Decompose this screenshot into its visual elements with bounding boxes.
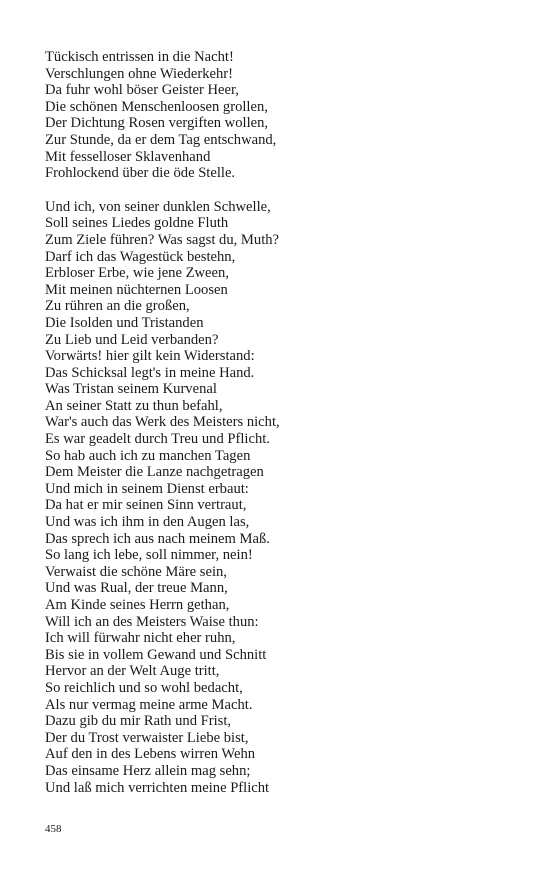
poem-line: Mit fesselloser Sklavenhand [45,148,211,165]
poem-line: Soll seines Liedes goldne Fluth [45,215,229,232]
poem-line: Da fuhr wohl böser Geister Heer, [45,82,239,99]
poem-line: Zu Lieb und Leid verbanden? [45,331,219,348]
poem-line: Das einsame Herz allein mag sehn; [45,762,251,779]
poem-line: Dem Meister die Lanze nachgetragen [45,464,264,481]
poem-line: Zum Ziele führen? Was sagst du, Muth? [45,231,280,248]
poem-line: So hab auch ich zu manchen Tagen [45,447,251,464]
poem-line: Auf den in des Lebens wirren Wehn [45,746,256,763]
stanza-1 [45,49,525,182]
poem-line: Das Schicksal legt's in meine Hand. [45,364,255,381]
poem-line: Dazu gib du mir Rath und Frist, [45,713,232,730]
poem-line: Tückisch entrissen in die Nacht! [45,49,234,65]
poem-line: War's auch das Werk des Meisters nicht, [45,414,280,431]
poem-line: Und ich, von seiner dunklen Schwelle, [45,198,271,215]
poem-line: Da hat er mir seinen Sinn vertraut, [45,497,247,514]
poem-line: Zu rühren an die großen, [45,298,190,315]
poem-line: An seiner Statt zu thun befahl, [45,397,223,414]
poem-line: Und was ich ihm in den Augen las, [45,514,250,531]
poem-line: Die Isolden und Tristanden [45,314,204,331]
poem-line: Der Dichtung Rosen vergiften wollen, [45,115,269,132]
poem-line: Bis sie in vollem Gewand und Schnitt [45,646,267,663]
poem-line: So lang ich lebe, soll nimmer, nein! [45,547,253,564]
poem-text [45,49,525,796]
poem-line: Verwaist die schöne Märe sein, [45,563,227,580]
poem-line: Die schönen Menschenloosen grollen, [45,98,268,115]
poem-line: Das sprech ich aus nach meinem Maß. [45,530,270,547]
stanza-2 [45,199,525,796]
poem-line: Und was Rual, der treue Mann, [45,580,228,597]
poem-line: Vorwärts! hier gilt kein Widerstand: [45,348,255,365]
poem-line: Hervor an der Welt Auge tritt, [45,663,220,680]
poem-line: Erbloser Erbe, wie jene Zween, [45,265,229,282]
poem-line: Und laß mich verrichten meine Pflicht [45,779,270,796]
poem-line: Und mich in seinem Dienst erbaut: [45,480,249,497]
poem-line: Darf ich das Wagestück bestehn, [45,248,236,265]
poem-line: Zur Stunde, da er dem Tag entschwand, [45,131,277,148]
poem-line: So reichlich und so wohl bedacht, [45,679,243,696]
poem-line: Frohlockend über die öde Stelle. [45,165,236,182]
poem-line: Als nur vermag meine arme Macht. [45,696,253,713]
poem-line: Es war geadelt durch Treu und Pflicht. [45,431,270,448]
poem-line: Will ich an des Meisters Waise thun: [45,613,259,630]
poem-line: Am Kinde seines Herrn gethan, [45,597,230,613]
poem-line: Der du Trost verwaister Liebe bist, [45,729,249,746]
poem-line: Mit meinen nüchternen Loosen [45,281,228,298]
poem-line: Verschlungen ohne Wiederkehr! [45,65,233,82]
page-number: 458 [45,823,62,835]
poem-line: Was Tristan seinem Kurvenal [45,381,217,398]
poem-line: Ich will fürwahr nicht eher ruhn, [45,630,236,647]
